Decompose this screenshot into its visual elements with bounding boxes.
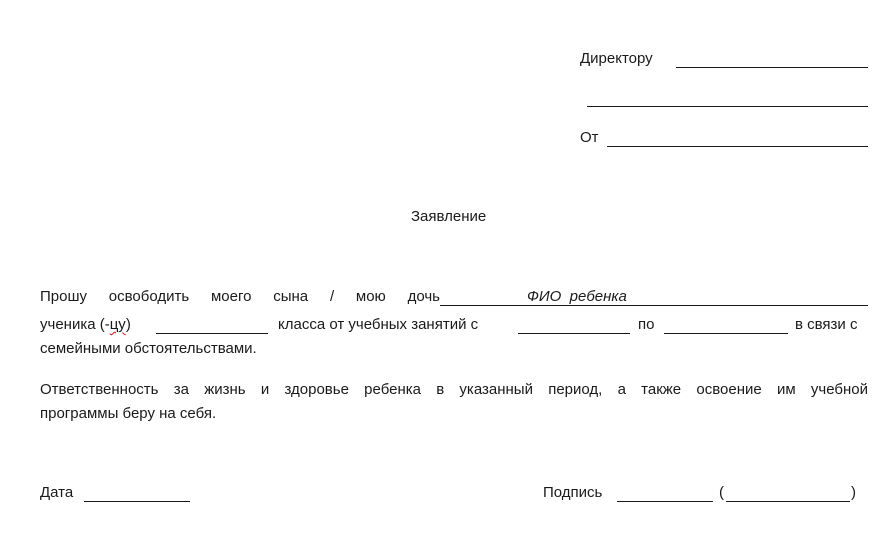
request-word: дочь — [407, 288, 440, 305]
director-name-line[interactable] — [676, 67, 868, 68]
request-word: Прошу — [40, 288, 87, 305]
date-to-line[interactable] — [664, 333, 788, 334]
request-word: сына — [273, 288, 309, 305]
child-name-line[interactable] — [440, 305, 868, 306]
to-text: по — [638, 316, 655, 333]
request-word: мою — [355, 288, 386, 305]
signature-label: Подпись — [543, 484, 603, 501]
student-label — [40, 316, 131, 333]
responsibility-line-1: Ответственность за жизнь и здоровье ребенка в указанный период, а также освоение им учебной — [40, 381, 868, 398]
student-suffix-marked: цу — [109, 316, 126, 333]
from-label: От — [580, 129, 599, 146]
class-text: класса от учебных занятий с — [278, 316, 479, 333]
signature-paren-close: ) — [851, 484, 856, 501]
director-extra-line[interactable] — [587, 106, 868, 107]
from-name-line[interactable] — [607, 146, 868, 147]
responsibility-line-2: программы беру на себя. — [40, 405, 217, 422]
date-label: Дата — [40, 484, 74, 501]
reason-line: семейными обстоятельствами. — [40, 340, 257, 357]
director-label: Директору — [580, 50, 653, 67]
signature-name-line[interactable] — [726, 501, 850, 502]
document-title: Заявление — [411, 208, 487, 225]
request-line-1 — [40, 288, 440, 305]
reason-text: в связи с — [795, 316, 858, 333]
class-line[interactable] — [156, 333, 268, 334]
date-from-line[interactable] — [518, 333, 630, 334]
student-prefix: ученика (- — [40, 316, 110, 333]
request-word: моего — [210, 288, 252, 305]
signature-paren-open: ( — [719, 484, 724, 501]
request-word: освободить — [108, 288, 190, 305]
request-word: / — [329, 288, 335, 305]
signature-line[interactable] — [617, 501, 713, 502]
child-name-hint: ФИО ребенка — [527, 288, 627, 305]
student-close: ) — [125, 316, 131, 333]
date-line[interactable] — [84, 501, 190, 502]
